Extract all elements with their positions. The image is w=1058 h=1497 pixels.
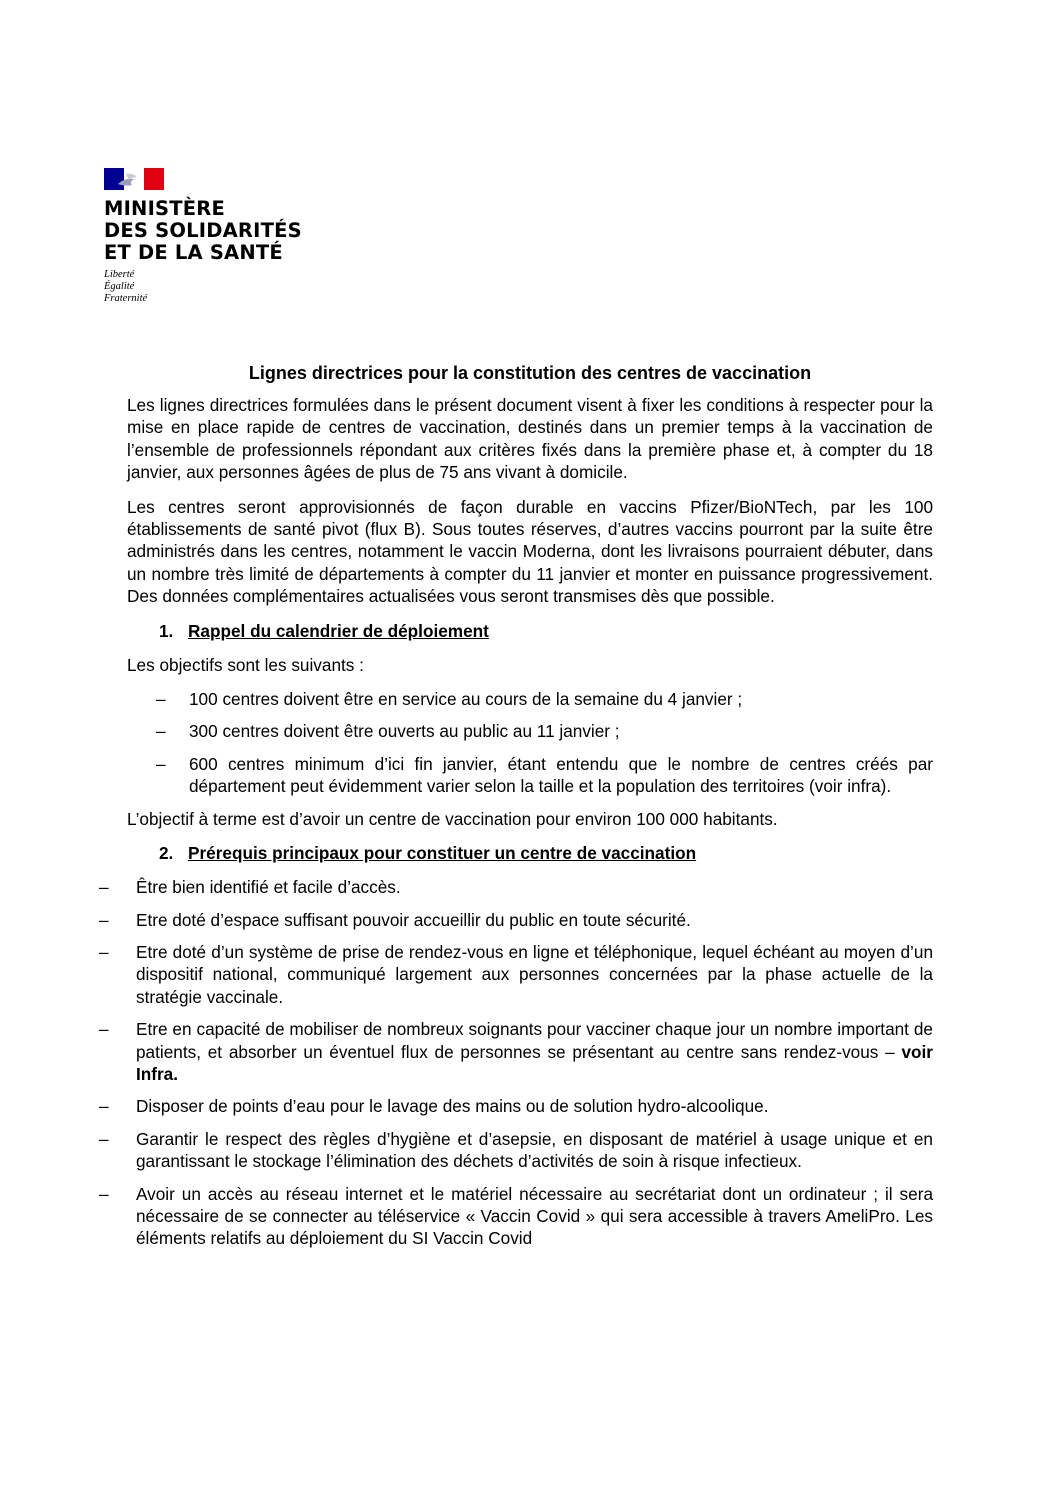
list-item [99,909,933,931]
list-item [99,1018,933,1085]
objective-target: L’objectif à terme est d’avoir un centre de vaccination pour environ 100 000 habitants. [127,808,778,829]
dash-bullet: – [99,1096,109,1117]
dash-bullet: – [156,753,166,774]
motto-line: Fraternité [104,293,148,304]
republic-motto [104,269,302,305]
section-title: Prérequis principaux pour constituer un centre de vaccination [188,843,697,864]
objectives-list [127,688,933,798]
list-item [127,753,933,798]
list-item-text: Etre en capacité de mobiliser de nombreux soignants pour vacciner chaque jour un nombre important de patients, et absorber un éventuel flux de personnes se présentant au centre sans rendez-vous – [136,1019,933,1062]
dash-bullet: – [99,877,109,898]
see-below-reference: voir Infra. [136,1041,933,1084]
dash-bullet: – [99,1183,109,1204]
ministry-name [104,198,302,264]
list-item-text: Etre doté d’espace suffisant pouvoir accueillir du public en toute sécurité. [136,909,691,930]
dash-bullet: – [99,909,109,930]
intro-paragraph: Les lignes directrices formulées dans le présent document visent à fixer les conditions à respecter pour la mise en place rapide de centres de vaccination, destinés dans un premier temps à la vaccination de l’ensemble de professionnels répondant aux critères fixés dans la première phase et, à compter du 18 janvier, aux personnes âgées de plus de 75 ans vivant à domicile. [127,395,933,483]
list-item-text: 600 centres minimum d’ici fin janvier, étant entendu que le nombre de centres créés par département peut évidemment varier selon la taille et la population des territoires (voir infra). [189,753,933,797]
dash-bullet: – [99,941,109,962]
list-item [99,1095,933,1117]
section-heading-calendar [127,620,933,642]
ministry-line: ET DE LA SANTÉ [104,241,283,264]
section-title: Rappel du calendrier de déploiement [188,620,489,641]
list-item-text: Disposer de points d’eau pour le lavage des mains ou de solution hydro-alcoolique. [136,1096,769,1117]
objectives-intro: Les objectifs sont les suivants : [127,654,364,675]
list-item-text: Etre doté d’un système de prise de rendez-vous en ligne et téléphonique, lequel échéant au moyen d’un dispositif national, communiqué largement aux personnes concernées par la phase actuelle de la stratégie vaccinale. [136,941,933,1007]
list-item [99,1183,933,1250]
marianne-flag-icon [104,168,164,190]
list-item-text: 300 centres doivent être ouverts au public au 11 janvier ; [189,721,620,742]
document-title: Lignes directrices pour la constitution des centres de vaccination [248,363,812,383]
list-item [99,1128,933,1173]
list-item-text: Garantir le respect des règles d’hygiène et d’asepsie, en disposant de matériel à usage unique et en garantissant le stockage l’élimination des déchets d’activités de soin à risque infectieux. [136,1128,933,1172]
dash-bullet: – [156,689,166,710]
prerequisites-list [99,876,933,1250]
ministry-logo [104,168,302,305]
document-body [99,362,933,1260]
motto-line: Égalité [104,281,135,292]
list-item-text: Avoir un accès au réseau internet et le matériel nécessaire au secrétariat dont un ordinateur ; il sera nécessaire de se connecter au téléservice « Vaccin Covid » qui sera accessible à travers AmeliPro. Les éléments relatifs au déploiement du SI Vaccin Covid [136,1183,933,1249]
section-number: 1. [159,620,174,641]
list-item [127,720,933,742]
list-item [99,941,933,1008]
motto-line: Liberté [104,269,135,280]
supply-paragraph: Les centres seront approvisionnés de façon durable en vaccins Pfizer/BioNTech, par les 100 établissements de santé pivot (flux B). Sous toutes réserves, d’autres vaccins pourront par la suite être administrés dans les centres, notamment le vaccin Moderna, dont les livraisons pourraient débuter, dans un nombre très limité de départements à compter du 11 janvier et monter en puissance progressivement. Des données complémentaires actualisées vous seront transmises dès que possible. [127,496,933,607]
dash-bullet: – [99,1019,109,1040]
dash-bullet: – [156,721,166,742]
ministry-line: MINISTÈRE [104,197,226,220]
ministry-line: DES SOLIDARITÉS [104,219,302,242]
list-item [127,688,933,710]
list-item-text: Être bien identifié et facile d’accès. [136,877,401,898]
section-heading-prerequisites [127,842,933,864]
list-item [99,876,933,898]
dash-bullet: – [99,1128,109,1149]
list-item-text: 100 centres doivent être en service au cours de la semaine du 4 janvier ; [189,689,743,710]
section-number: 2. [159,843,174,864]
